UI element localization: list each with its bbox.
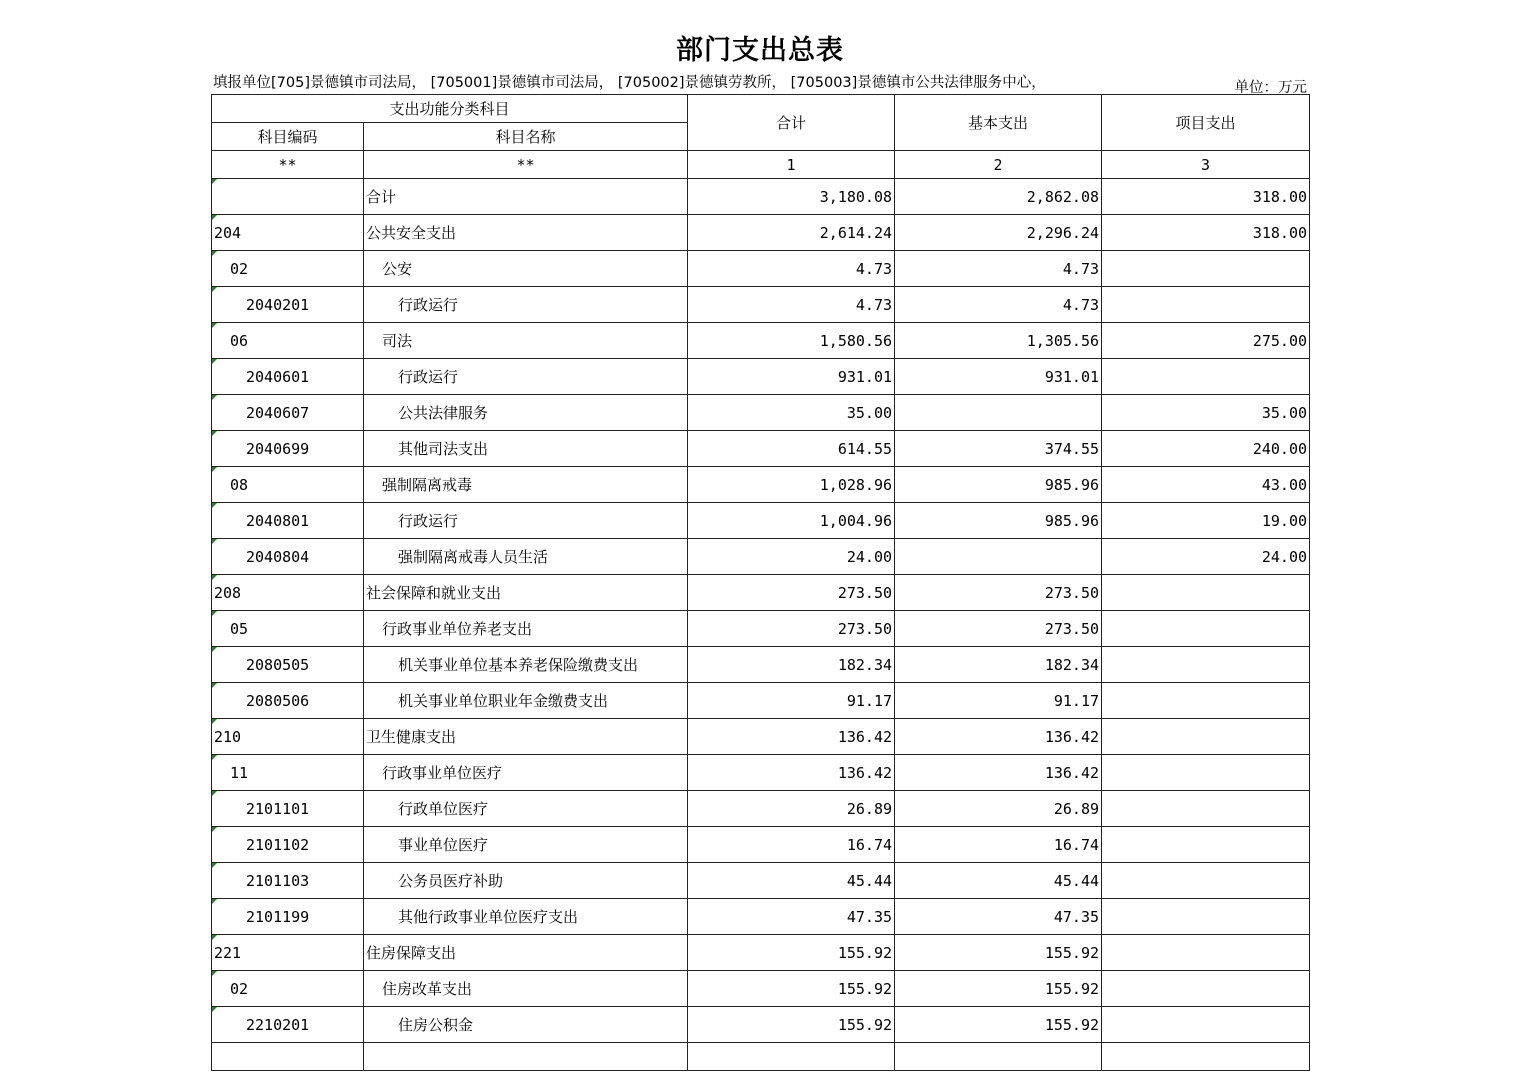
total-cell: 273.50 [688,575,895,611]
cell-marker-icon [212,431,217,436]
subject-name-cell: 司法 [364,323,688,359]
subject-code-cell: 2101102 [212,827,364,863]
subject-name-cell: 行政运行 [364,503,688,539]
cell-marker-icon [212,359,217,364]
subject-name-cell: 公务员医疗补助 [364,863,688,899]
table-row [212,683,1310,719]
table-row [212,575,1310,611]
table-row [212,395,1310,431]
total-cell: 24.00 [688,539,895,575]
cell-marker-icon [212,611,217,616]
expenditure-table [211,94,1310,1071]
subject-name-cell: 其他司法支出 [364,431,688,467]
table-row [212,971,1310,1007]
basic-expenditure-cell: 273.50 [895,575,1102,611]
subject-code-cell: 2040601 [212,359,364,395]
subject-name-cell: 事业单位医疗 [364,827,688,863]
table-row [212,935,1310,971]
header-name-mark: ** [364,151,688,179]
header-row-group [212,95,1310,123]
cell-marker-icon [212,323,217,328]
subject-code-cell: 2101199 [212,899,364,935]
cell-marker-icon [212,647,217,652]
cell-marker-icon [212,791,217,796]
basic-expenditure-cell: 136.42 [895,755,1102,791]
subject-name-cell: 公安 [364,251,688,287]
table-row [212,503,1310,539]
project-expenditure-cell [1102,935,1310,971]
table-row [212,467,1310,503]
header-project-expenditure: 项目支出 [1102,95,1310,151]
subject-code-cell: 2040801 [212,503,364,539]
total-cell: 155.92 [688,1007,895,1043]
project-expenditure-cell: 318.00 [1102,215,1310,251]
subject-code-cell: 06 [212,323,364,359]
total-cell: 155.92 [688,935,895,971]
basic-expenditure-cell: 26.89 [895,791,1102,827]
total-cell: 35.00 [688,395,895,431]
project-expenditure-cell [1102,719,1310,755]
total-cell: 1,004.96 [688,503,895,539]
subject-code-cell: 2101101 [212,791,364,827]
project-expenditure-cell [1102,575,1310,611]
report-title: 部门支出总表 [676,35,844,66]
subject-code-cell: 221 [212,935,364,971]
subject-name-cell: 机关事业单位基本养老保险缴费支出 [364,647,688,683]
basic-expenditure-cell: 374.55 [895,431,1102,467]
basic-expenditure-cell: 4.73 [895,287,1102,323]
project-expenditure-cell: 275.00 [1102,323,1310,359]
basic-expenditure-cell: 155.92 [895,1007,1102,1043]
table-row [212,323,1310,359]
project-expenditure-cell [1102,611,1310,647]
subject-name-cell: 行政单位医疗 [364,791,688,827]
header-basic-expenditure: 基本支出 [895,95,1102,151]
project-expenditure-cell: 318.00 [1102,179,1310,215]
project-expenditure-cell [1102,971,1310,1007]
header-row-index [212,151,1310,179]
subject-code-cell: 2210201 [212,1007,364,1043]
subject-name-cell: 住房公积金 [364,1007,688,1043]
cell-marker-icon [212,395,217,400]
table-row [212,215,1310,251]
cell-marker-icon [212,719,217,724]
table-row [212,359,1310,395]
subject-code-cell: 2101103 [212,863,364,899]
header-subject-code: 科目编码 [212,123,364,151]
header-code-mark: ** [212,151,364,179]
subject-code-cell: 2080505 [212,647,364,683]
table-row [212,251,1310,287]
subject-name-cell: 其他行政事业单位医疗支出 [364,899,688,935]
project-expenditure-cell [1102,287,1310,323]
cell-marker-icon [212,575,217,580]
subject-code-cell: 08 [212,467,364,503]
basic-expenditure-cell: 136.42 [895,719,1102,755]
project-expenditure-cell [1102,899,1310,935]
cell-marker-icon [212,287,217,292]
subject-name-cell: 机关事业单位职业年金缴费支出 [364,683,688,719]
cell-marker-icon [212,251,217,256]
project-expenditure-cell: 43.00 [1102,467,1310,503]
total-cell: 273.50 [688,611,895,647]
table-row [212,899,1310,935]
cell-marker-icon [212,215,217,220]
subject-code-cell: 2040201 [212,287,364,323]
project-expenditure-cell [1102,827,1310,863]
total-cell: 931.01 [688,359,895,395]
table-row [212,791,1310,827]
total-cell: 1,580.56 [688,323,895,359]
header-basic-index: 2 [895,151,1102,179]
subject-code-cell: 05 [212,611,364,647]
subject-code-cell: 2040607 [212,395,364,431]
header-total-index: 1 [688,151,895,179]
total-cell: 1,028.96 [688,467,895,503]
basic-expenditure-cell: 91.17 [895,683,1102,719]
basic-expenditure-cell: 182.34 [895,647,1102,683]
cell-marker-icon [212,827,217,832]
project-expenditure-cell: 35.00 [1102,395,1310,431]
basic-expenditure-cell: 273.50 [895,611,1102,647]
cell-marker-icon [212,971,217,976]
blank-cell [212,1043,364,1071]
total-cell: 4.73 [688,251,895,287]
cell-marker-icon [212,503,217,508]
subject-name-cell: 行政运行 [364,359,688,395]
header-total: 合计 [688,95,895,151]
subject-code-cell: 210 [212,719,364,755]
cell-marker-icon [212,863,217,868]
subject-code-cell [212,179,364,215]
subject-code-cell: 02 [212,971,364,1007]
basic-expenditure-cell [895,539,1102,575]
cell-marker-icon [212,539,217,544]
total-cell: 45.44 [688,863,895,899]
project-expenditure-cell: 240.00 [1102,431,1310,467]
total-cell: 2,614.24 [688,215,895,251]
header-project-index: 3 [1102,151,1310,179]
table-row [212,647,1310,683]
project-expenditure-cell [1102,863,1310,899]
basic-expenditure-cell: 931.01 [895,359,1102,395]
subject-name-cell: 社会保障和就业支出 [364,575,688,611]
cell-marker-icon [212,179,217,184]
subject-code-cell: 2040699 [212,431,364,467]
cell-marker-icon [212,935,217,940]
total-cell: 182.34 [688,647,895,683]
table-row [212,827,1310,863]
table-row [212,863,1310,899]
total-cell: 155.92 [688,971,895,1007]
project-expenditure-cell [1102,755,1310,791]
basic-expenditure-cell: 45.44 [895,863,1102,899]
table-row [212,539,1310,575]
total-cell: 47.35 [688,899,895,935]
cell-marker-icon [212,683,217,688]
subject-code-cell: 204 [212,215,364,251]
project-expenditure-cell: 24.00 [1102,539,1310,575]
basic-expenditure-cell: 985.96 [895,503,1102,539]
basic-expenditure-cell [895,395,1102,431]
subject-code-cell: 2040804 [212,539,364,575]
subject-name-cell: 强制隔离戒毒人员生活 [364,539,688,575]
total-cell: 4.73 [688,287,895,323]
basic-expenditure-cell: 155.92 [895,971,1102,1007]
table-row [212,431,1310,467]
table-row [212,611,1310,647]
project-expenditure-cell [1102,647,1310,683]
subject-code-cell: 2080506 [212,683,364,719]
header-function-category: 支出功能分类科目 [212,95,688,123]
subject-name-cell: 卫生健康支出 [364,719,688,755]
basic-expenditure-cell: 2,296.24 [895,215,1102,251]
basic-expenditure-cell: 985.96 [895,467,1102,503]
subject-code-cell: 02 [212,251,364,287]
subject-name-cell: 行政运行 [364,287,688,323]
cell-marker-icon [212,467,217,472]
cell-marker-icon [212,1007,217,1012]
basic-expenditure-cell: 155.92 [895,935,1102,971]
total-cell: 3,180.08 [688,179,895,215]
subject-name-cell: 合计 [364,179,688,215]
basic-expenditure-cell: 2,862.08 [895,179,1102,215]
project-expenditure-cell: 19.00 [1102,503,1310,539]
basic-expenditure-cell: 47.35 [895,899,1102,935]
blank-cell [688,1043,895,1071]
blank-row [212,1043,1310,1071]
total-cell: 16.74 [688,827,895,863]
table-row [212,287,1310,323]
subject-code-cell: 208 [212,575,364,611]
blank-cell [1102,1043,1310,1071]
table-row [212,1007,1310,1043]
blank-cell [364,1043,688,1071]
table-row [212,755,1310,791]
subject-name-cell: 公共安全支出 [364,215,688,251]
project-expenditure-cell [1102,359,1310,395]
subject-code-cell: 11 [212,755,364,791]
project-expenditure-cell [1102,1007,1310,1043]
blank-cell [895,1043,1102,1071]
subject-name-cell: 强制隔离戒毒 [364,467,688,503]
cell-marker-icon [212,899,217,904]
total-cell: 614.55 [688,431,895,467]
unit-label: 单位：万元 [1234,80,1307,96]
total-cell: 26.89 [688,791,895,827]
subject-name-cell: 公共法律服务 [364,395,688,431]
subject-name-cell: 住房保障支出 [364,935,688,971]
filling-unit-line: 填报单位[705]景德镇市司法局， [705001]景德镇市司法局， [705002]景德镇劳教所， [705003]景德镇市公共法律服务中心， [213,75,1046,91]
table-row [212,719,1310,755]
subject-name-cell: 住房改革支出 [364,971,688,1007]
basic-expenditure-cell: 16.74 [895,827,1102,863]
project-expenditure-cell [1102,251,1310,287]
subject-name-cell: 行政事业单位医疗 [364,755,688,791]
table-row [212,179,1310,215]
total-cell: 136.42 [688,719,895,755]
project-expenditure-cell [1102,683,1310,719]
total-cell: 91.17 [688,683,895,719]
subject-name-cell: 行政事业单位养老支出 [364,611,688,647]
project-expenditure-cell [1102,791,1310,827]
basic-expenditure-cell: 4.73 [895,251,1102,287]
basic-expenditure-cell: 1,305.56 [895,323,1102,359]
header-subject-name: 科目名称 [364,123,688,151]
total-cell: 136.42 [688,755,895,791]
cell-marker-icon [212,755,217,760]
